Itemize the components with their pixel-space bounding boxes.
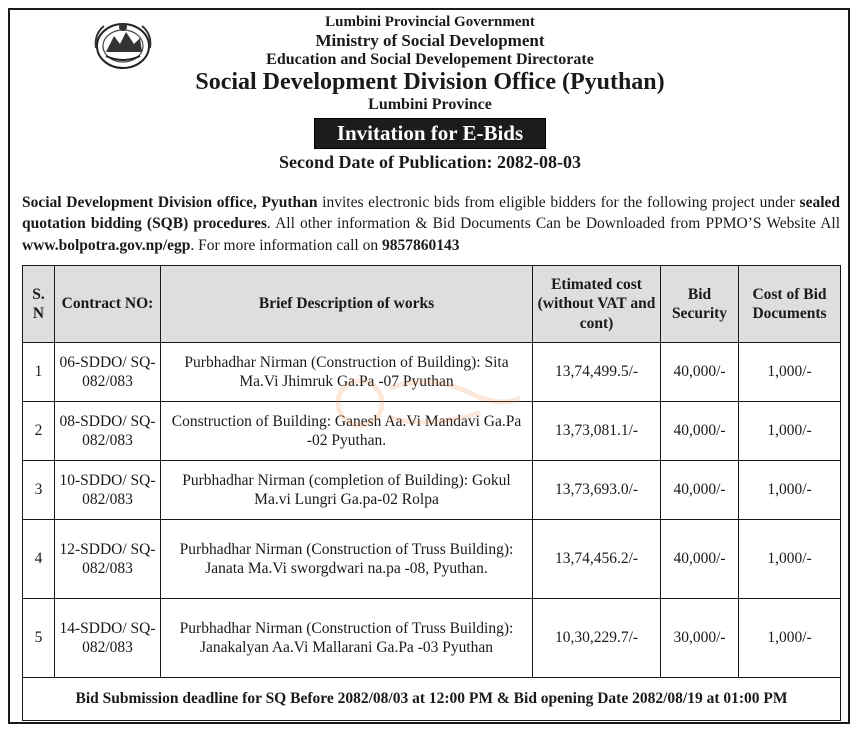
intro-text-3: . For more information call on xyxy=(190,236,382,254)
intro-org: Social Development Division office, Pyuthan xyxy=(22,194,318,211)
table-header-row xyxy=(23,266,841,343)
cell-contract: 08-SDDO/ SQ-082/083 xyxy=(55,402,161,461)
cell-description: Purbhadhar Nirman (Construction of Truss Building): Janakalyan Aa.Vi Mallarani Ga.Pa -03 Pyuthan xyxy=(161,599,533,678)
intro-method: sealed quotation bidding (SQB) procedures xyxy=(22,194,840,233)
header-description: Brief Description of works xyxy=(161,266,533,343)
directorate-name: Education and Social Developement Directorate xyxy=(266,50,594,68)
header-contract: Contract NO: xyxy=(55,266,161,343)
header-doc-cost: Cost of Bid Documents xyxy=(739,266,841,343)
cell-doc-cost: 1,000/- xyxy=(739,599,841,678)
intro-phone: 9857860143 xyxy=(381,236,460,254)
cell-description: Purbhadhar Nirman (completion of Building): Gokul Ma.vi Lungri Ga.pa-02 Rolpa xyxy=(161,461,533,520)
table-row xyxy=(23,343,841,402)
cell-sn: 1 xyxy=(23,343,55,402)
cell-description: Purbhadhar Nirman (Construction of Truss Building): Janata Ma.Vi sworgdwari na.pa -08, Pyuthan. xyxy=(161,520,533,599)
cell-contract: 12-SDDO/ SQ-082/083 xyxy=(55,520,161,599)
cell-cost: 13,73,693.0/- xyxy=(533,461,661,520)
cell-sn: 2 xyxy=(23,402,55,461)
cell-description: Construction of Building: Ganesh Aa.Vi Mandavi Ga.Pa -02 Pyuthan. xyxy=(161,402,533,461)
cell-cost: 13,73,081.1/- xyxy=(533,402,661,461)
intro-website: www.bolpotra.gov.np/egp xyxy=(22,236,191,254)
cell-doc-cost: 1,000/- xyxy=(739,520,841,599)
cell-contract: 14-SDDO/ SQ-082/083 xyxy=(55,599,161,678)
header-security: Bid Security xyxy=(661,266,739,343)
cell-doc-cost: 1,000/- xyxy=(739,402,841,461)
cell-description: Purbhadhar Nirman (Construction of Building): Sita Ma.Vi Jhimruk Ga.Pa -07 Pyuthan xyxy=(161,343,533,402)
province-name: Lumbini Province xyxy=(368,95,492,113)
cell-security: 40,000/- xyxy=(661,343,739,402)
cell-security: 40,000/- xyxy=(661,520,739,599)
header-sn: S. N xyxy=(23,266,55,343)
cell-cost: 13,74,456.2/- xyxy=(533,520,661,599)
intro-text-2: . All other information & Bid Documents Can be Downloaded from PPMO’S Website All xyxy=(266,215,841,233)
intro-paragraph xyxy=(22,192,840,256)
government-name: Lumbini Provincial Government xyxy=(325,14,535,30)
cell-sn: 4 xyxy=(23,520,55,599)
cell-contract: 10-SDDO/ SQ-082/083 xyxy=(55,461,161,520)
cell-doc-cost: 1,000/- xyxy=(739,461,841,520)
cell-sn: 3 xyxy=(23,461,55,520)
header-cost: Etimated cost (without VAT and cont) xyxy=(533,266,661,343)
intro-text-1: invites electronic bids from eligible bidders for the following project under xyxy=(317,194,800,211)
deadline-text: Bid Submission deadline for SQ Before 2082/08/03 at 12:00 PM & Bid opening Date 2082/08/19 at 01:00 PM xyxy=(23,678,841,721)
cell-security: 30,000/- xyxy=(661,599,739,678)
table-row xyxy=(23,402,841,461)
publication-date: Second Date of Publication: 2082-08-03 xyxy=(279,151,581,172)
deadline-row xyxy=(23,678,841,721)
table-row xyxy=(23,461,841,520)
table-row xyxy=(23,520,841,599)
cell-cost: 10,30,229.7/- xyxy=(533,599,661,678)
office-name: Social Development Division Office (Pyuthan) xyxy=(195,69,665,96)
cell-sn: 5 xyxy=(23,599,55,678)
table-row xyxy=(23,599,841,678)
cell-security: 40,000/- xyxy=(661,461,739,520)
cell-security: 40,000/- xyxy=(661,402,739,461)
notice-title-banner: Invitation for E-Bids xyxy=(314,118,546,149)
bids-table xyxy=(22,265,841,721)
cell-cost: 13,74,499.5/- xyxy=(533,343,661,402)
notice-header xyxy=(0,14,860,173)
cell-contract: 06-SDDO/ SQ-082/083 xyxy=(55,343,161,402)
ministry-name: Ministry of Social Development xyxy=(315,31,545,51)
cell-doc-cost: 1,000/- xyxy=(739,343,841,402)
